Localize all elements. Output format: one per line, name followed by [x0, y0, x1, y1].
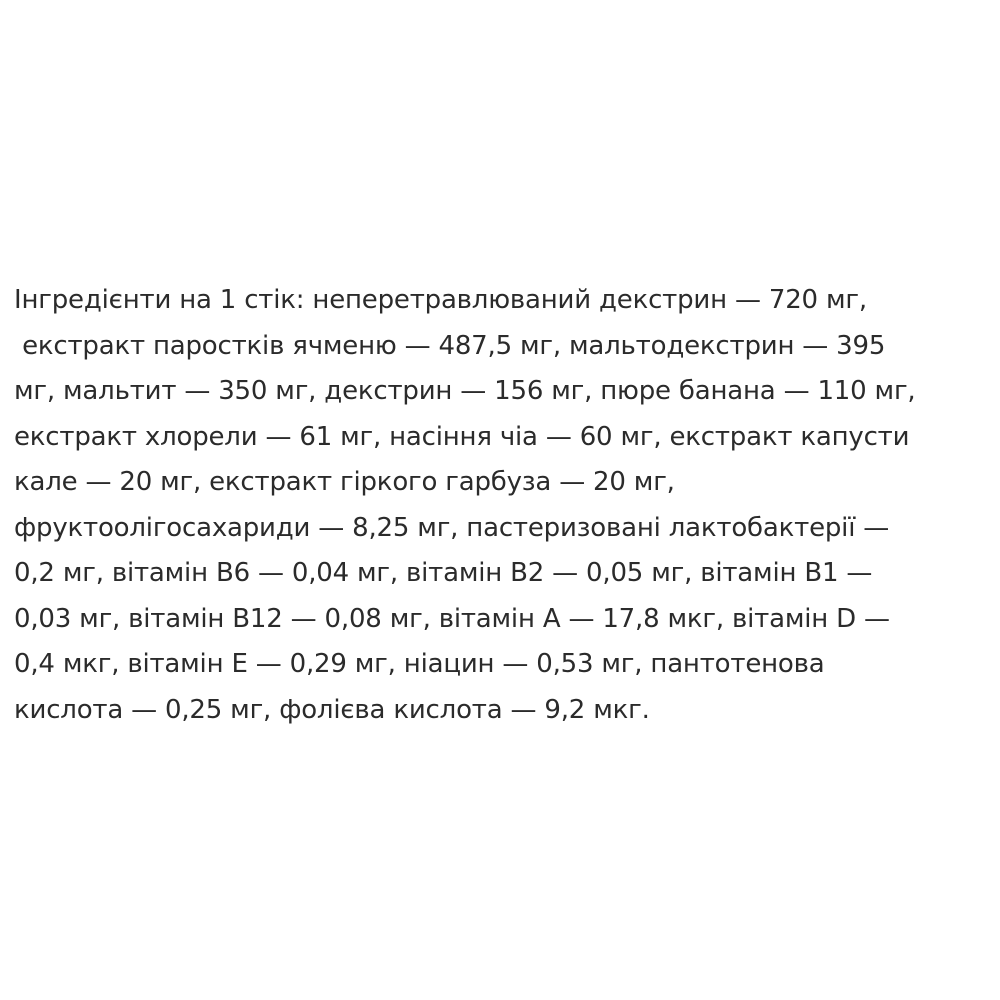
ingredients-line-6: фруктоолігосахариди — 8,25 мг, пастеризовані лактобактерії —	[14, 512, 890, 543]
ingredients-line-10: кислота — 0,25 мг, фолієва кислота — 9,2 мкг.	[14, 694, 650, 725]
ingredients-text	[14, 278, 994, 733]
ingredients-line-8: 0,03 мг, вітамін В12 — 0,08 мг, вітамін А — 17,8 мкг, вітамін D —	[14, 603, 890, 634]
ingredients-line-5: кале — 20 мг, екстракт гіркого гарбуза — 20 мг,	[14, 467, 675, 497]
ingredients-line-4: екстракт хлорели — 61 мг, насіння чіа — 60 мг, екстракт капусти	[14, 421, 910, 452]
ingredients-line-9: 0,4 мкг, вітамін Е — 0,29 мг, ніацин — 0,53 мг, пантотенова	[14, 649, 825, 679]
ingredients-line-3: мг, мальтит — 350 мг, декстрин — 156 мг, пюре банана — 110 мг,	[14, 376, 916, 406]
ingredients-line-2: екстракт паростків ячменю — 487,5 мг, мальтодекстрин — 395	[14, 330, 886, 361]
ingredients-line-1: Інгредієнти на 1 стік: неперетравлюваний декстрин — 720 мг,	[14, 285, 867, 315]
ingredients-line-7: 0,2 мг, вітамін В6 — 0,04 мг, вітамін В2 — 0,05 мг, вітамін В1 —	[14, 558, 873, 588]
